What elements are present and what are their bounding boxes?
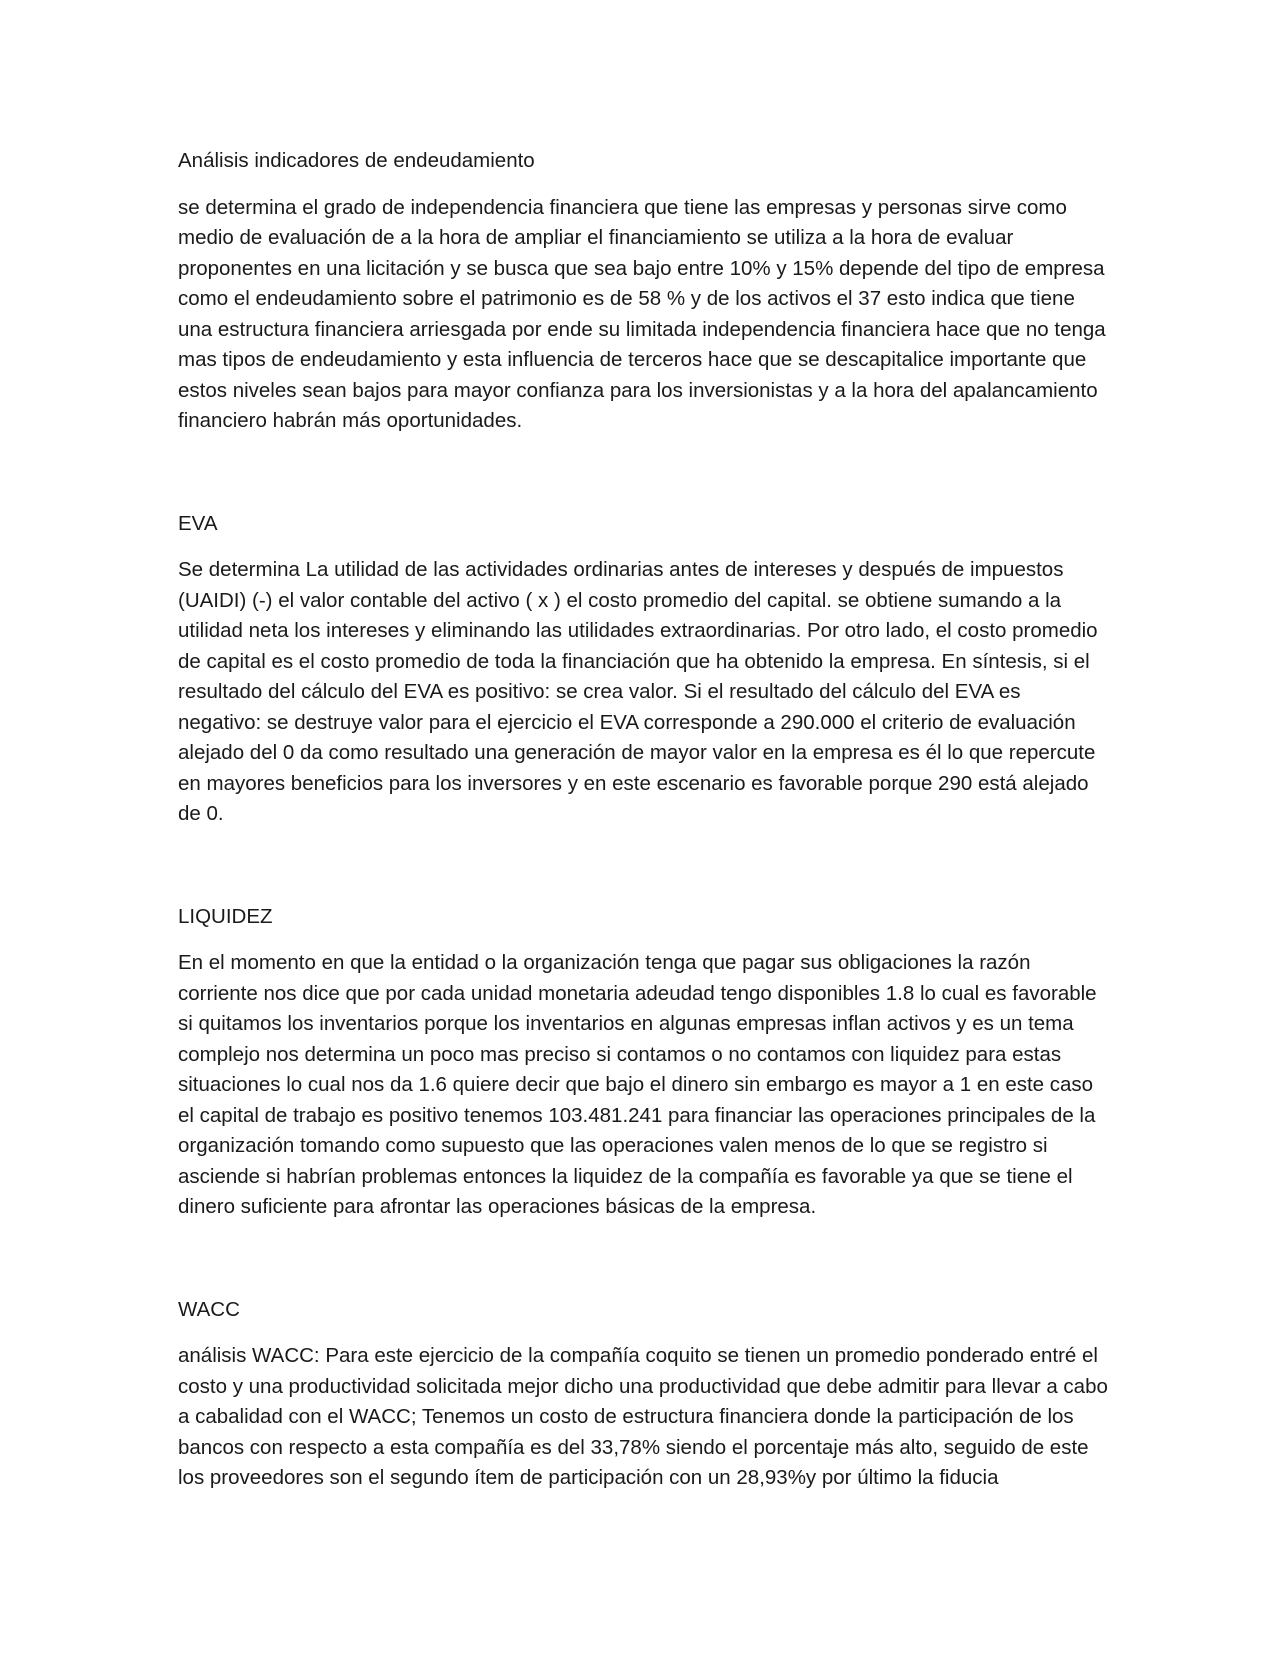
section-heading: EVA [178,511,218,535]
section-body: se determina el grado de independencia financiera que tiene las empresas y personas sirve como medio de evaluación de a la hora de ampliar el financiamiento se utiliza a la hora de evaluar proponentes en una licitación y se busca que sea bajo entre 10% y 15% depende del tipo de empresa como el endeudamiento sobre el patrimonio es de 58 % y de los activos el 37 esto indica que tiene una estructura financiera arriesgada por ende su limitada independencia financiera hace que no tenga mas tipos de endeudamiento y esta influencia de terceros hace que se descapitalice importante que estos niveles sean bajos para mayor confianza para los inversionistas y a la hora del apalancamiento financiero habrán más oportunidades. [178,195,1106,432]
document-page [178,146,1108,1494]
section-eva [178,509,1108,830]
section-liquidez [178,902,1108,1223]
section-wacc [178,1295,1108,1494]
section-heading: LIQUIDEZ [178,904,273,928]
section-endeudamiento [178,146,1108,437]
section-heading: WACC [178,1297,240,1321]
section-heading: Análisis indicadores de endeudamiento [178,149,535,172]
section-body: análisis WACC: Para este ejercicio de la compañía coquito se tienen un promedio ponderado entré el costo y una productividad solicitada mejor dicho una productividad que debe admitir para llevar a cabo a cabalidad con el WACC; Tenemos un costo de estructura financiera donde la participación de los bancos con respecto a esta compañía es del 33,78% siendo el porcentaje más alto, seguido de este los proveedores son el segundo ítem de participación con un 28,93%y por último la fiducia [178,1344,1108,1489]
section-body: Se determina La utilidad de las actividades ordinarias antes de intereses y después de impuestos (UAIDI) (-) el valor contable del activo ( x ) el costo promedio del capital. se obtiene sumando a la utilidad neta los intereses y eliminando las utilidades extraordinarias. Por otro lado, el costo promedio de capital es el costo promedio de toda la financiación que ha obtenido la empresa. En síntesis, si el resultado del cálculo del EVA es positivo: se crea valor. Si el resultado del cálculo del EVA es negativo: se destruye valor para el ejercicio el EVA corresponde a 290.000 el criterio de evaluación alejado del 0 da como resultado una generación de mayor valor en la empresa es él lo que repercute en mayores beneficios para los inversores y en este escenario es favorable porque 290 está alejado de 0. [178,558,1098,825]
section-body: En el momento en que la entidad o la organización tenga que pagar sus obligaciones la razón corriente nos dice que por cada unidad monetaria adeudad tengo disponibles 1.8 lo cual es favorable si quitamos los inventarios porque los inventarios en algunas empresas inflan activos y es un tema complejo nos determina un poco mas preciso si contamos o no contamos con liquidez para estas situaciones lo cual nos da 1.6 quiere decir que bajo el dinero sin embargo es mayor a 1 en este caso el capital de trabajo es positivo tenemos 103.481.241 para financiar las operaciones principales de la organización tomando como supuesto que las operaciones valen menos de lo que se registro si asciende si habrían problemas entonces la liquidez de la compañía es favorable ya que se tiene el dinero suficiente para afrontar las operaciones básicas de la empresa. [178,951,1097,1218]
